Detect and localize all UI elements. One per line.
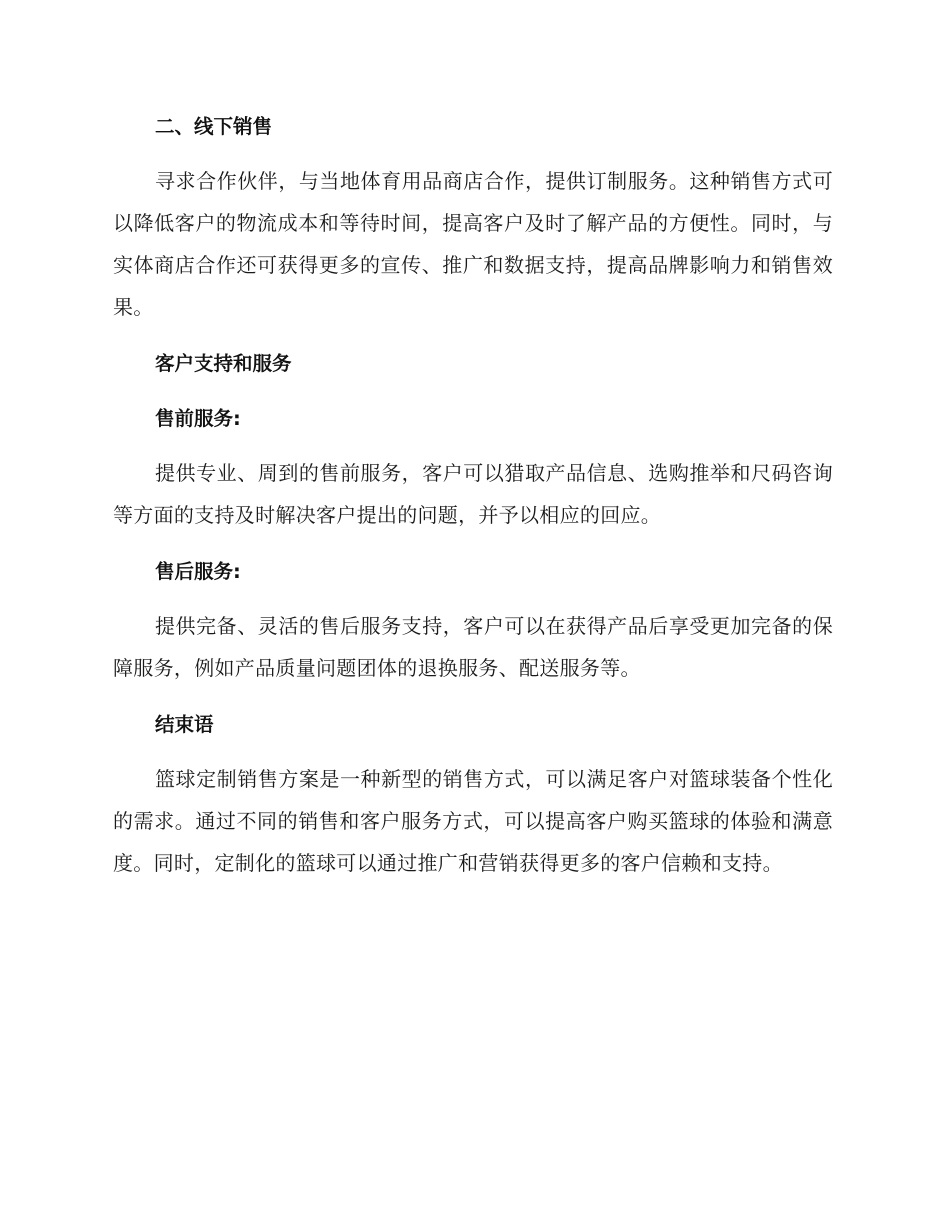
heading-offline-sales: 二、线下销售 [155,115,273,138]
document-body [113,108,833,884]
paragraph-presale-service: 提供专业、周到的售前服务，客户可以猎取产品信息、选购推举和尺码咨询等方面的支持及时解决客户提出的问题，并予以相应的回应。 [113,461,833,527]
heading-conclusion: 结束语 [155,713,214,736]
heading-customer-support: 客户支持和服务 [155,352,292,375]
heading-presale-service: 售前服务: [155,407,241,430]
paragraph-offline-sales: 寻求合作伙伴，与当地体育用品商店合作，提供订制服务。这种销售方式可以降低客户的物流成本和等待时间，提高客户及时了解产品的方便性。同时，与实体商店合作还可获得更多的宣传、推广和数据支持，提高品牌影响力和销售效果。 [113,169,833,319]
paragraph-conclusion: 篮球定制销售方案是一种新型的销售方式，可以满足客户对篮球装备个性化的需求。通过不同的销售和客户服务方式，可以提高客户购买篮球的体验和满意度。同时，定制化的篮球可以通过推广和营销获得更多的客户信赖和支持。 [113,767,833,875]
paragraph-aftersale-service: 提供完备、灵活的售后服务支持，客户可以在获得产品后享受更加完备的保障服务，例如产品质量问题团体的退换服务、配送服务等。 [113,614,833,680]
heading-aftersale-service: 售后服务: [155,560,241,583]
